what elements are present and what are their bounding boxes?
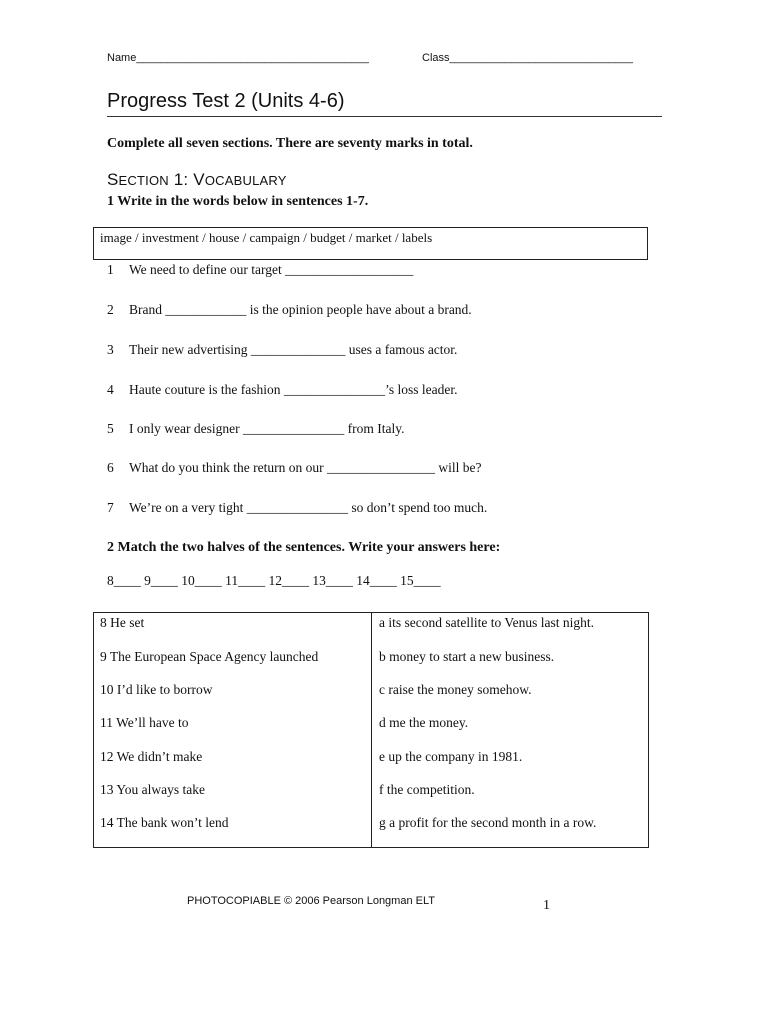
sentence-ending: e up the company in 1981. [379, 749, 523, 764]
sentence-item [107, 382, 457, 398]
sentence-ending: b money to start a new business. [379, 649, 555, 664]
table-column-divider [371, 613, 372, 847]
sentence-ending: a its second satellite to Venus last night. [379, 615, 594, 630]
matching-table [93, 612, 649, 848]
sentence-ending: c raise the money somehow. [379, 682, 532, 697]
sentence-start: 10 I’d like to borrow [100, 682, 213, 697]
sentence-number: 3 [107, 342, 114, 357]
section-heading-v-cap: V [193, 170, 205, 189]
sentence-number: 7 [107, 500, 114, 515]
sentence-number: 4 [107, 382, 114, 397]
sentence-ending: d me the money. [379, 715, 469, 730]
page-number: 1 [543, 898, 550, 913]
question-2-heading: 2 Match the two halves of the sentences. Write your answers here: [107, 540, 501, 555]
sentence-text: We need to define our target ___________________ [129, 262, 414, 277]
name-field-label: Name______________________________________ [107, 52, 369, 64]
sentence-text: Haute couture is the fashion _______________’s loss leader. [129, 382, 458, 397]
sentence-text: Their new advertising ______________ uses a famous actor. [129, 342, 458, 357]
test-instructions: Complete all seven sections. There are seventy marks in total. [107, 136, 473, 151]
class-field-label: Class______________________________ [422, 52, 634, 64]
sentence-text: Brand ____________ is the opinion people have about a brand. [129, 302, 472, 317]
sentence-number: 6 [107, 460, 114, 475]
sentence-number: 2 [107, 302, 114, 317]
sentence-start: 9 The European Space Agency launched [100, 649, 319, 664]
sentence-start: 8 He set [100, 615, 145, 630]
sentence-ending: f the competition. [379, 782, 475, 797]
sentence-text: What do you think the return on our ________________ will be? [129, 460, 482, 475]
section-heading-s-cap: S [107, 170, 119, 189]
sentence-start: 12 We didn’t make [100, 749, 203, 764]
section-1-heading [107, 170, 287, 190]
sentence-start: 14 The bank won’t lend [100, 815, 229, 830]
sentence-text: We’re on a very tight _______________ so don’t spend too much. [129, 500, 488, 515]
word-box-text: image / investment / house / campaign / budget / market / labels [100, 230, 433, 245]
answer-blanks-line: 8____ 9____ 10____ 11____ 12____ 13____ 14____ 15____ [107, 573, 441, 588]
sentence-item [107, 421, 404, 437]
sentence-number: 5 [107, 421, 114, 436]
question-1-heading: 1 Write in the words below in sentences 1-7. [107, 194, 369, 209]
sentence-start: 13 You always take [100, 782, 205, 797]
title-divider [107, 116, 662, 117]
sentence-ending: g a profit for the second month in a row. [379, 815, 597, 830]
sentence-item [107, 342, 457, 358]
section-heading-s-rest: ECTION [118, 173, 169, 188]
sentence-item [107, 500, 487, 516]
sentence-start: 11 We’ll have to [100, 715, 189, 730]
sentence-item [107, 302, 472, 318]
section-heading-v-rest: OCABULARY [204, 173, 287, 188]
sentence-item [107, 262, 413, 278]
page-title: Progress Test 2 (Units 4-6) [107, 90, 345, 112]
sentence-item [107, 460, 481, 476]
copyright-footer: PHOTOCOPIABLE © 2006 Pearson Longman ELT [187, 895, 435, 907]
sentence-text: I only wear designer _______________ from Italy. [129, 421, 405, 436]
section-heading-number: 1: [168, 170, 194, 189]
word-box [93, 227, 648, 260]
sentence-number: 1 [107, 262, 114, 277]
